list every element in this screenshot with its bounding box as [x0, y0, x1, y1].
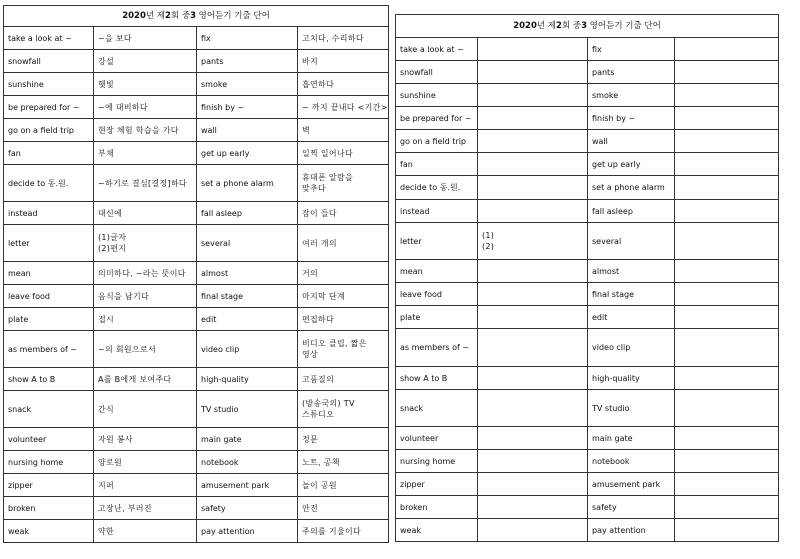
english-word-cell: show A to B — [396, 367, 478, 390]
korean-meaning-cell: 음식을 남기다 — [94, 285, 197, 308]
korean-meaning-cell: 고치다, 수리하다 — [298, 27, 389, 50]
word-rows — [4, 27, 389, 543]
vocab-row — [4, 73, 389, 96]
english-word-cell: fix — [588, 38, 675, 61]
korean-meaning-cell — [675, 329, 779, 367]
korean-meaning-cell — [478, 61, 588, 84]
vocab-row — [396, 107, 779, 130]
korean-meaning-cell — [675, 153, 779, 176]
korean-meaning-cell: 놀이 공원 — [298, 474, 389, 497]
vocab-row — [396, 223, 779, 260]
korean-meaning-cell: 잠이 들다 — [298, 202, 389, 225]
korean-meaning-cell — [478, 306, 588, 329]
english-word-cell: video clip — [588, 329, 675, 367]
korean-meaning-cell — [675, 84, 779, 107]
english-word-cell: mean — [396, 260, 478, 283]
korean-meaning-cell: ~에 대비하다 — [94, 96, 197, 119]
korean-meaning-cell — [675, 38, 779, 61]
answer-sheet-table — [3, 5, 389, 543]
english-word-cell: zipper — [396, 473, 478, 496]
vocab-row — [396, 306, 779, 329]
korean-meaning-cell — [478, 496, 588, 519]
english-word-cell: instead — [396, 200, 478, 223]
english-word-cell: safety — [588, 496, 675, 519]
sheet-title: 2020년 제2회 중3 영어듣기 기출 단어 — [4, 6, 389, 27]
vocab-row — [4, 96, 389, 119]
sheet-title: 2020년 제2회 중3 영어듣기 기출 단어 — [396, 15, 779, 38]
vocab-row — [4, 27, 389, 50]
vocab-row — [396, 260, 779, 283]
korean-meaning-cell: 부채 — [94, 142, 197, 165]
english-word-cell: set a phone alarm — [197, 165, 298, 202]
korean-meaning-cell: (방송국의) TV 스튜디오 — [298, 391, 389, 428]
korean-meaning-cell: ~하기로 결심[결정]하다 — [94, 165, 197, 202]
quiz-sheet-table — [395, 14, 779, 542]
korean-meaning-cell — [478, 260, 588, 283]
korean-meaning-cell — [478, 130, 588, 153]
english-word-cell: broken — [4, 497, 94, 520]
korean-meaning-cell: 노트, 공책 — [298, 451, 389, 474]
english-word-cell: fall asleep — [197, 202, 298, 225]
vocab-row — [4, 428, 389, 451]
english-word-cell: as members of ~ — [396, 329, 478, 367]
korean-meaning-cell: ~을 보다 — [94, 27, 197, 50]
korean-meaning-cell — [675, 176, 779, 200]
vocab-row — [396, 450, 779, 473]
vocab-row — [396, 367, 779, 390]
korean-meaning-cell — [478, 519, 588, 542]
korean-meaning-cell — [478, 473, 588, 496]
korean-meaning-cell: 벽 — [298, 119, 389, 142]
english-word-cell: nursing home — [4, 451, 94, 474]
english-word-cell: volunteer — [396, 427, 478, 450]
vocab-row — [4, 119, 389, 142]
vocab-row — [4, 142, 389, 165]
korean-meaning-cell — [675, 427, 779, 450]
vocab-row — [4, 474, 389, 497]
vocab-row — [4, 331, 389, 368]
korean-meaning-cell — [478, 367, 588, 390]
korean-meaning-cell: 양로원 — [94, 451, 197, 474]
english-word-cell: finish by ~ — [588, 107, 675, 130]
vocab-row — [396, 176, 779, 200]
english-word-cell: set a phone alarm — [588, 176, 675, 200]
korean-meaning-cell: 여러 개의 — [298, 225, 389, 262]
english-word-cell: amusement park — [197, 474, 298, 497]
vocab-row — [4, 225, 389, 262]
korean-meaning-cell: 대신에 — [94, 202, 197, 225]
english-word-cell: TV studio — [588, 390, 675, 427]
korean-meaning-cell: 일찍 일어나다 — [298, 142, 389, 165]
vocab-row — [396, 519, 779, 542]
english-word-cell: leave food — [396, 283, 478, 306]
english-word-cell: almost — [588, 260, 675, 283]
korean-meaning-cell — [675, 367, 779, 390]
korean-meaning-cell: 휴대폰 알람을 맞추다 — [298, 165, 389, 202]
english-word-cell: edit — [588, 306, 675, 329]
korean-meaning-cell — [478, 427, 588, 450]
korean-meaning-cell — [478, 153, 588, 176]
english-word-cell: fan — [396, 153, 478, 176]
vocab-row — [4, 451, 389, 474]
english-word-cell: sunshine — [396, 84, 478, 107]
korean-meaning-cell: 자원 봉사 — [94, 428, 197, 451]
english-word-cell: finish by ~ — [197, 96, 298, 119]
english-word-cell: snack — [396, 390, 478, 427]
vocab-row — [396, 427, 779, 450]
english-word-cell: amusement park — [588, 473, 675, 496]
korean-meaning-cell: 안전 — [298, 497, 389, 520]
english-word-cell: snowfall — [396, 61, 478, 84]
vocab-row — [396, 390, 779, 427]
english-word-cell: pay attention — [588, 519, 675, 542]
vocab-row — [396, 130, 779, 153]
korean-meaning-cell: 편집하다 — [298, 308, 389, 331]
korean-meaning-cell: 지퍼 — [94, 474, 197, 497]
english-word-cell: fall asleep — [588, 200, 675, 223]
korean-meaning-cell: 흡연하다 — [298, 73, 389, 96]
english-word-cell: nursing home — [396, 450, 478, 473]
english-word-cell: notebook — [197, 451, 298, 474]
korean-meaning-cell — [478, 283, 588, 306]
korean-meaning-cell — [478, 107, 588, 130]
english-word-cell: pants — [197, 50, 298, 73]
english-word-cell: plate — [4, 308, 94, 331]
korean-meaning-cell: 비디오 클립, 짧은 영상 — [298, 331, 389, 368]
korean-meaning-cell: 거의 — [298, 262, 389, 285]
vocab-row — [4, 202, 389, 225]
korean-meaning-cell — [675, 519, 779, 542]
korean-meaning-cell — [675, 223, 779, 260]
vocab-row — [4, 391, 389, 428]
english-word-cell: wall — [588, 130, 675, 153]
english-word-cell: sunshine — [4, 73, 94, 96]
english-word-cell: wall — [197, 119, 298, 142]
english-word-cell: several — [197, 225, 298, 262]
english-word-cell: broken — [396, 496, 478, 519]
korean-meaning-cell: 접시 — [94, 308, 197, 331]
english-word-cell: show A to B — [4, 368, 94, 391]
korean-meaning-cell — [478, 450, 588, 473]
korean-meaning-cell — [478, 200, 588, 223]
english-word-cell: take a look at ~ — [396, 38, 478, 61]
english-word-cell: get up early — [197, 142, 298, 165]
word-rows — [396, 38, 779, 542]
english-word-cell: edit — [197, 308, 298, 331]
korean-meaning-cell — [478, 390, 588, 427]
english-word-cell: video clip — [197, 331, 298, 368]
korean-meaning-cell — [675, 496, 779, 519]
english-word-cell: instead — [4, 202, 94, 225]
english-word-cell: smoke — [588, 84, 675, 107]
english-word-cell: final stage — [588, 283, 675, 306]
vocab-row — [4, 50, 389, 73]
korean-meaning-cell: A를 B에게 보여주다 — [94, 368, 197, 391]
vocab-row — [396, 283, 779, 306]
english-word-cell: pants — [588, 61, 675, 84]
english-word-cell: volunteer — [4, 428, 94, 451]
korean-meaning-cell: 현장 체험 학습을 가다 — [94, 119, 197, 142]
english-word-cell: pay attention — [197, 520, 298, 543]
english-word-cell: plate — [396, 306, 478, 329]
korean-meaning-cell — [478, 38, 588, 61]
korean-meaning-cell — [675, 450, 779, 473]
vocab-row — [4, 308, 389, 331]
english-word-cell: weak — [396, 519, 478, 542]
vocab-row — [396, 329, 779, 367]
vocab-row — [396, 38, 779, 61]
english-word-cell: fix — [197, 27, 298, 50]
korean-meaning-cell — [675, 130, 779, 153]
korean-meaning-cell: ~ 까지 끝내다 <기간> — [298, 96, 389, 119]
korean-meaning-cell: (1)글자 (2)편지 — [94, 225, 197, 262]
vocab-row — [396, 84, 779, 107]
english-word-cell: smoke — [197, 73, 298, 96]
korean-meaning-cell: 의미하다, ~라는 뜻이다 — [94, 262, 197, 285]
english-word-cell: letter — [396, 223, 478, 260]
english-word-cell: get up early — [588, 153, 675, 176]
vocab-row — [4, 520, 389, 543]
english-word-cell: notebook — [588, 450, 675, 473]
korean-meaning-cell — [675, 306, 779, 329]
english-word-cell: letter — [4, 225, 94, 262]
english-word-cell: high-quality — [197, 368, 298, 391]
english-word-cell: main gate — [588, 427, 675, 450]
korean-meaning-cell: 고품질의 — [298, 368, 389, 391]
english-word-cell: go on a field trip — [4, 119, 94, 142]
korean-meaning-cell — [675, 390, 779, 427]
english-word-cell: as members of ~ — [4, 331, 94, 368]
vocab-row — [396, 496, 779, 519]
english-word-cell: final stage — [197, 285, 298, 308]
korean-meaning-cell — [478, 329, 588, 367]
english-word-cell: mean — [4, 262, 94, 285]
english-word-cell: almost — [197, 262, 298, 285]
vocab-row — [396, 61, 779, 84]
sheet-title-row — [396, 15, 779, 38]
english-word-cell: TV studio — [197, 391, 298, 428]
korean-meaning-cell: 정문 — [298, 428, 389, 451]
english-word-cell: safety — [197, 497, 298, 520]
english-word-cell: fan — [4, 142, 94, 165]
english-word-cell: go on a field trip — [396, 130, 478, 153]
korean-meaning-cell: 햇빛 — [94, 73, 197, 96]
sheet-title-row — [4, 6, 389, 27]
english-word-cell: snowfall — [4, 50, 94, 73]
english-word-cell: high-quality — [588, 367, 675, 390]
korean-meaning-cell: ~의 회원으로서 — [94, 331, 197, 368]
korean-meaning-cell: 강설 — [94, 50, 197, 73]
english-word-cell: leave food — [4, 285, 94, 308]
english-word-cell: decide to 동.원. — [396, 176, 478, 200]
vocab-row — [4, 368, 389, 391]
english-word-cell: decide to 동.원. — [4, 165, 94, 202]
english-word-cell: weak — [4, 520, 94, 543]
korean-meaning-cell: 고장난, 부러진 — [94, 497, 197, 520]
korean-meaning-cell — [675, 473, 779, 496]
korean-meaning-cell — [675, 283, 779, 306]
english-word-cell: zipper — [4, 474, 94, 497]
vocab-row — [4, 497, 389, 520]
korean-meaning-cell — [675, 61, 779, 84]
english-word-cell: main gate — [197, 428, 298, 451]
korean-meaning-cell: 마지막 단계 — [298, 285, 389, 308]
korean-meaning-cell — [478, 176, 588, 200]
korean-meaning-cell: 약한 — [94, 520, 197, 543]
vocab-row — [4, 285, 389, 308]
english-word-cell: several — [588, 223, 675, 260]
vocab-row — [396, 153, 779, 176]
english-word-cell: be prepared for ~ — [4, 96, 94, 119]
korean-meaning-cell — [675, 107, 779, 130]
vocab-row — [396, 473, 779, 496]
korean-meaning-cell — [675, 200, 779, 223]
korean-meaning-cell: 간식 — [94, 391, 197, 428]
korean-meaning-cell — [478, 84, 588, 107]
vocab-row — [396, 200, 779, 223]
korean-meaning-cell: 주의를 기울이다 — [298, 520, 389, 543]
korean-meaning-cell: (1) (2) — [478, 223, 588, 260]
korean-meaning-cell: 바지 — [298, 50, 389, 73]
vocab-row — [4, 165, 389, 202]
english-word-cell: be prepared for ~ — [396, 107, 478, 130]
vocab-row — [4, 262, 389, 285]
english-word-cell: take a look at ~ — [4, 27, 94, 50]
korean-meaning-cell — [675, 260, 779, 283]
english-word-cell: snack — [4, 391, 94, 428]
